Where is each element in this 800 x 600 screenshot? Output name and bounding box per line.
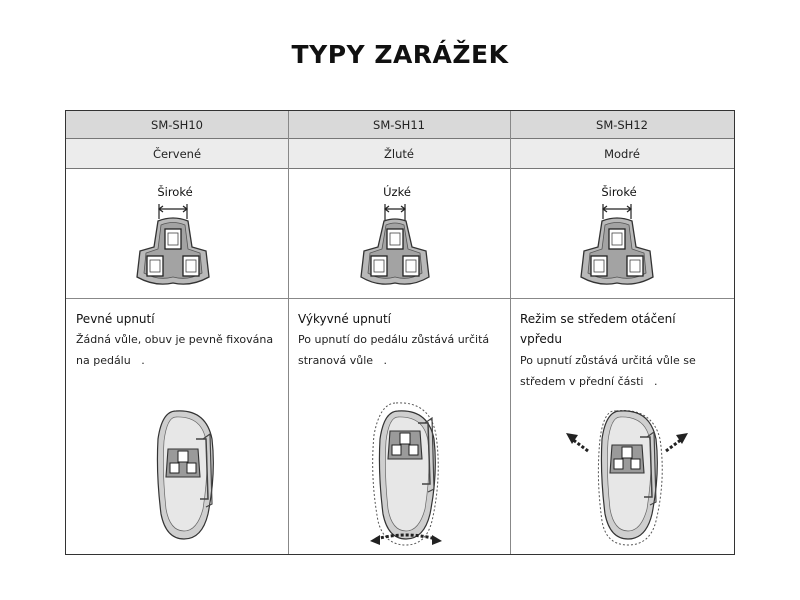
shoe-front-pivot-icon (510, 299, 734, 555)
page-title: TYPY ZARÁŽEK (291, 40, 509, 69)
shoe-float-icon (288, 299, 510, 555)
mode-desc-line: Po upnutí zůstává určitá vůle se (520, 354, 696, 367)
mode-title: Pevné upnutí (76, 312, 155, 326)
color-red: Červené (152, 146, 202, 161)
mode-desc-line: stranová vůle . (298, 354, 388, 367)
width-label: Široké (157, 185, 193, 199)
mode-cell-fixed (66, 299, 288, 555)
mode-cell-float (288, 299, 510, 555)
cleat-wide-icon (66, 169, 288, 298)
color-blue: Modré (604, 146, 640, 161)
cleat-narrow-icon (288, 169, 510, 298)
model-row (66, 111, 734, 139)
model-sm-sh10: SM-SH10 (151, 117, 203, 132)
mode-cell-front-pivot (510, 299, 734, 555)
cleat-cell-sh11 (288, 169, 510, 298)
shoe-fixed-icon (66, 299, 288, 555)
color-row (66, 139, 734, 169)
mode-title: Výkyvné upnutí (298, 312, 391, 326)
mode-desc-line: Žádná vůle, obuv je pevně fixována (76, 333, 274, 346)
color-yellow: Žluté (384, 146, 414, 161)
model-sm-sh12: SM-SH12 (596, 117, 648, 132)
model-sm-sh11: SM-SH11 (373, 117, 425, 132)
cleat-cell-sh10 (66, 169, 288, 298)
width-label: Úzké (383, 185, 411, 199)
mode-desc-line: na pedálu . (76, 354, 145, 367)
mode-title: vpředu (520, 332, 562, 346)
cleat-wide-icon (510, 169, 734, 298)
mode-desc-line: Po upnutí do pedálu zůstává určitá (298, 333, 490, 346)
cleat-cell-sh12 (510, 169, 734, 298)
width-label: Široké (601, 185, 637, 199)
cleat-types-table (65, 110, 735, 555)
mode-title: Režim se středem otáčení (520, 312, 676, 326)
mode-desc-line: středem v přední části . (520, 375, 658, 388)
